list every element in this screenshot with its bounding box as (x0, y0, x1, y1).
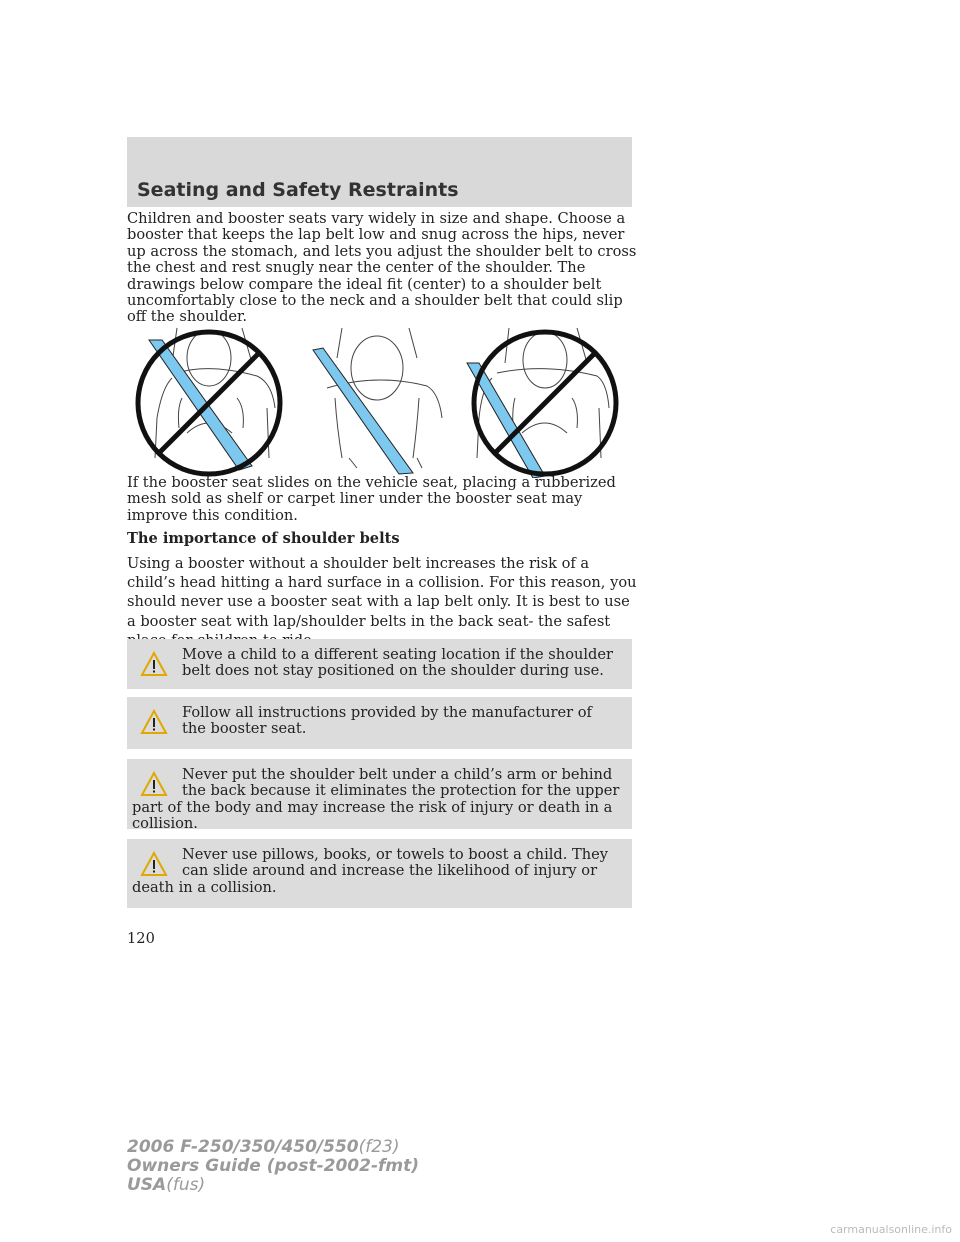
watermark: carmanualsonline.info (830, 1223, 952, 1236)
footer-model-code: (f23) (358, 1137, 400, 1157)
warning-text: Never use pillows, books, or towels to boost a child. They can slide around and increase the likelihood of injury or death in a collision. (132, 846, 609, 896)
warning-box (127, 639, 632, 689)
warning-text: Follow all instructions provided by the manufacturer of the booster seat. (182, 704, 592, 738)
shoulder-belts-paragraph: Using a booster without a shoulder belt increases the risk of a child’s head hitting a hard surface in a collision. For this reason, you should never use a booster seat with a lap belt only. It is best to use a booster seat with lap/shoulder belts in the back seat- the safest (127, 555, 637, 630)
shoulder-belt-correct (313, 348, 413, 474)
shoulder-belts-heading: The importance of shoulder belts (127, 530, 400, 547)
warning-box (127, 697, 632, 749)
footer-region-code: (fus) (166, 1175, 206, 1195)
warning-text: Move a child to a different seating location if the shoulder belt does not stay positioned on the shoulder during use. (182, 646, 614, 680)
section-header-band (127, 137, 632, 207)
mesh-liner-paragraph: If the booster seat slides on the vehicle seat, placing a rubberized mesh sold as shelf or carpet liner under the booster seat may improve this condition. (127, 474, 616, 524)
warning-box (127, 759, 632, 833)
prohibited-symbol-left (138, 332, 280, 474)
warning-triangle-icon (140, 651, 168, 677)
warning-triangle-icon (140, 771, 168, 797)
footer-model: 2006 F-250/350/450/550 (127, 1137, 359, 1157)
section-title: Seating and Safety Restraints (137, 179, 459, 201)
warning-text: Never put the shoulder belt under a child’s arm or behind the back because it eliminates the protection for the upper part of the body and may increase the risk of injury or death in a collision. (132, 766, 620, 833)
intro-paragraph: Children and booster seats vary widely in size and shape. Choose a booster that keeps the lap belt low and snug across the hips, never up across the stomach, and lets you adjust the shoulder belt to cross the chest and rest snugly near the center of the shoulder. The drawings below compare the ideal fit (center) to a shoulder belt uncomfortably close to the neck and a shoulder belt that could slip off the shoulder. (127, 210, 637, 326)
footer-region: USA (127, 1175, 167, 1195)
warning-triangle-icon (140, 709, 168, 735)
warning-triangle-icon (140, 851, 168, 877)
footer-guide: Owners Guide (post-2002-fmt) (127, 1156, 420, 1176)
document-footer (127, 1138, 419, 1195)
belt-fit-illustrations (127, 318, 632, 478)
warning-box (127, 839, 632, 908)
page-number: 120 (127, 930, 155, 947)
